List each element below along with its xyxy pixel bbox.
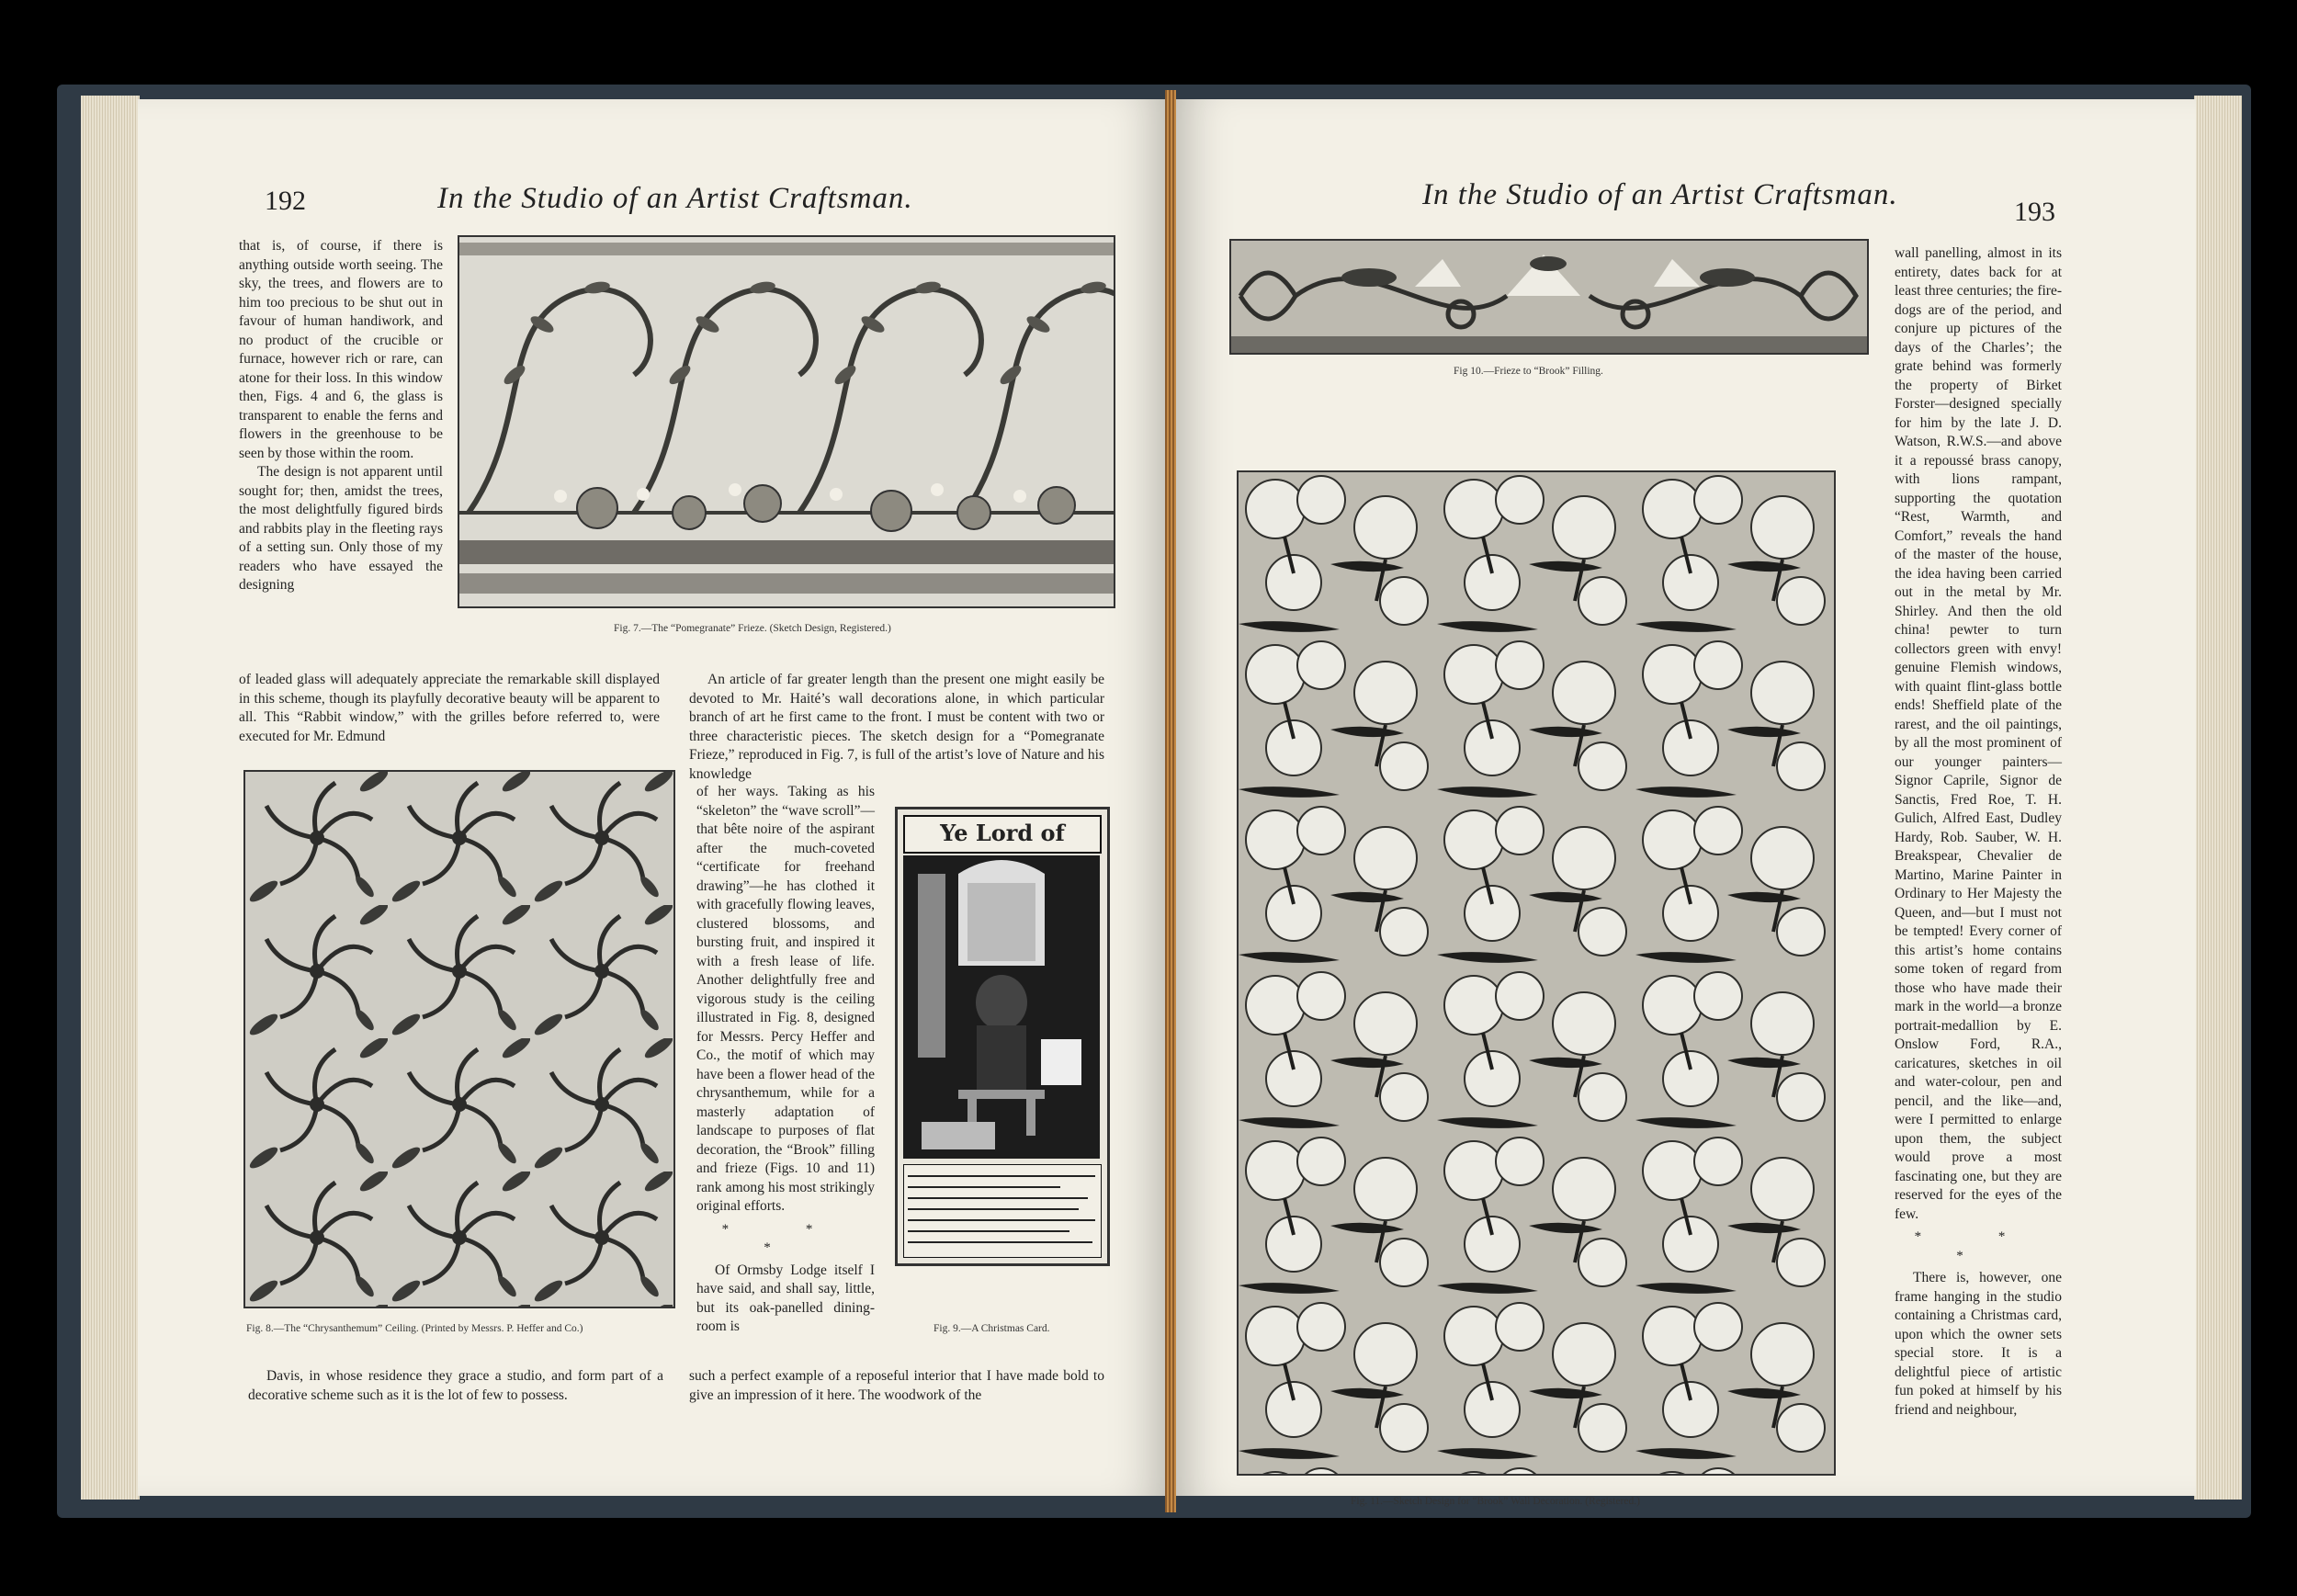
paragraph: wall panelling, almost in its entirety, dates back for at least three centuries; the fire-dogs are of the period, and conjure up pictures of the days of the Charles’; the grate behind was formerly the property of Birket Forster—designed specially for him by the late J. D. Watson, R.W.S.—and above it a repoussé brass canopy, with lions rampant, supporting the quotation “Rest, Warmth, and Comfort,” reveals the hand of the master of the house, the idea having been carried out in the metal by Mr. Shirley. And then the old china! pewter to turn collectors green with envy! genuine Flemish windows, with quaint flint-glass bottle ends! Sheffield plate of the rarest, and the oil paintings, by all the most prominent of our younger painters—Signor Caprile, Signor de Sanctis, Fred Roe, T. H. Gulich, Alfred East, Dudley Hardy, Rob. Sauber, W. H. Breakspear, Chevalier de Martino, Marine Painter in Ordinary to Her Majesty the Queen, and—but I must not be tempted! Every corner of this artist’s home contains some token of regard from those who have made their mark in the world—a bronze portrait-medallion by E. Onslow Ford, R.A., caricatures, sketches in oil and water-colour, pen and pencil, and the like—and, were I permitted to enlarge upon them, the subject would prove a most fascinating one, but they are reserved for the eyes of the few. bbox=[1895, 245, 2062, 1222]
book-spine bbox=[1165, 90, 1176, 1512]
text-column-right bbox=[1895, 244, 2062, 1420]
right-page bbox=[1176, 99, 2196, 1507]
card-illustration bbox=[903, 855, 1100, 1159]
text-column-bottom bbox=[248, 1367, 663, 1405]
chrysanthemum-ceiling-image bbox=[245, 772, 673, 1307]
running-head: In the Studio of an Artist Craftsman. bbox=[1422, 178, 1898, 211]
brook-wall-decoration-image bbox=[1239, 472, 1834, 1474]
figure-brook-frieze bbox=[1229, 239, 1869, 355]
brook-frieze-image bbox=[1231, 241, 1867, 353]
figure-chrysanthemum-ceiling bbox=[243, 770, 675, 1308]
page-number: 192 bbox=[265, 186, 306, 216]
text-column-right-narrow bbox=[696, 783, 875, 1337]
fig10-caption: Fig 10.—Frieze to “Brook” Filling. bbox=[1454, 366, 1603, 377]
paragraph: An article of far greater length than the present one might easily be devoted to Mr. Haité’s wall decorations alone, in which particular branch of art he first came to the front. I must be content with two or three characteristic pieces. The sketch design for a “Pomegranate Frieze,” reproduced in Fig. 7, is full of the artist’s love of Nature and his knowledge bbox=[689, 672, 1104, 782]
figure-christmas-card bbox=[895, 807, 1110, 1266]
running-head: In the Studio of an Artist Craftsman. bbox=[437, 182, 913, 215]
paragraph: of her ways. Taking as his “skeleton” the “wave scroll”—that bête noire of the aspirant after the much-coveted “certificate for freehand drawing”—he has clothed it with gracefully flowing leaves, clustered blossoms, and bursting fruit, and inspired it with a fresh lease of life. Another delightfully free and vigorous study is the ceiling illustrated in Fig. 8, designed for Messrs. Percy Heffer and Co., the motif of which may have been a flower head of the chrysanthemum, while for a masterly adaptation of landscape to purposes of flat decoration, the “Brook” filling and frieze (Figs. 10 and 11) rank among his most strikingly original efforts. bbox=[696, 784, 875, 1214]
text-column-top bbox=[239, 237, 443, 595]
paragraph: The design is not apparent until sought for; then, amidst the trees, the most delightfully figured birds and rabbits play in the fleeting rays of a setting sun. Only those of my readers who have essayed the designing bbox=[239, 464, 443, 593]
paragraph: There is, however, one frame hanging in the studio containing a Christmas card, upon which the owner sets special store. It is a delightful piece of artistic fun poked at himself by his friend and neighbour, bbox=[1895, 1270, 2062, 1418]
text-column-right-bottom bbox=[689, 1367, 1104, 1405]
paragraph: Of Ormsby Lodge itself I have said, and shall say, little, but its oak-panelled dining-room is bbox=[696, 1262, 875, 1334]
paragraph: Davis, in whose residence they grace a studio, and form part of a decorative scheme such as it is the lot of few to possess. bbox=[248, 1368, 663, 1403]
page-edges-right bbox=[2194, 96, 2242, 1500]
card-dialogue-lines bbox=[904, 1165, 1099, 1253]
fig7-caption: Fig. 7.—The “Pomegranate” Frieze. (Sketch Design, Registered.) bbox=[614, 623, 891, 634]
paragraph: of leaded glass will adequately appreciate the remarkable skill displayed in this scheme, though its playfully decorative beauty will be apparent to all. This “Rabbit window,” with the grilles before referred to, were executed for Mr. Edmund bbox=[239, 672, 660, 744]
page-edges-left bbox=[81, 96, 140, 1500]
text-column-mid bbox=[239, 671, 660, 746]
section-break: * * * bbox=[1914, 1229, 2042, 1263]
pomegranate-frieze-image bbox=[459, 237, 1114, 606]
page-number: 193 bbox=[2014, 197, 2055, 227]
figure-brook-wall-decoration bbox=[1237, 470, 1836, 1476]
figure-pomegranate-frieze bbox=[458, 235, 1115, 608]
fig8-caption: Fig. 8.—The “Chrysanthemum” Ceiling. (Printed by Messrs. P. Heffer and Co.) bbox=[246, 1323, 583, 1334]
fig11-caption: Fig. 11.—Sketch Design for “Brook” Wall Decoration. (Registered.) bbox=[1351, 1496, 1640, 1507]
card-title: Ye Lord of bbox=[903, 815, 1102, 854]
card-dialogue-box bbox=[903, 1164, 1102, 1258]
fig9-caption: Fig. 9.—A Christmas Card. bbox=[934, 1323, 1050, 1334]
left-page bbox=[138, 99, 1165, 1496]
section-break: * * * bbox=[721, 1221, 850, 1255]
paragraph: such a perfect example of a reposeful interior that I have made bold to give an impression of it here. The woodwork of the bbox=[689, 1368, 1104, 1403]
text-column-right-full bbox=[689, 671, 1104, 784]
paragraph: that is, of course, if there is anything outside worth seeing. The sky, the trees, and flowers are to him too precious to be shut out in favour of human handiwork, and no product of the crucible or furnace, however rich or rare, can atone for their loss. In this window then, Figs. 4 and 6, the glass is transparent to enable the ferns and flowers in the greenhouse to be seen by those within the room. bbox=[239, 238, 443, 461]
